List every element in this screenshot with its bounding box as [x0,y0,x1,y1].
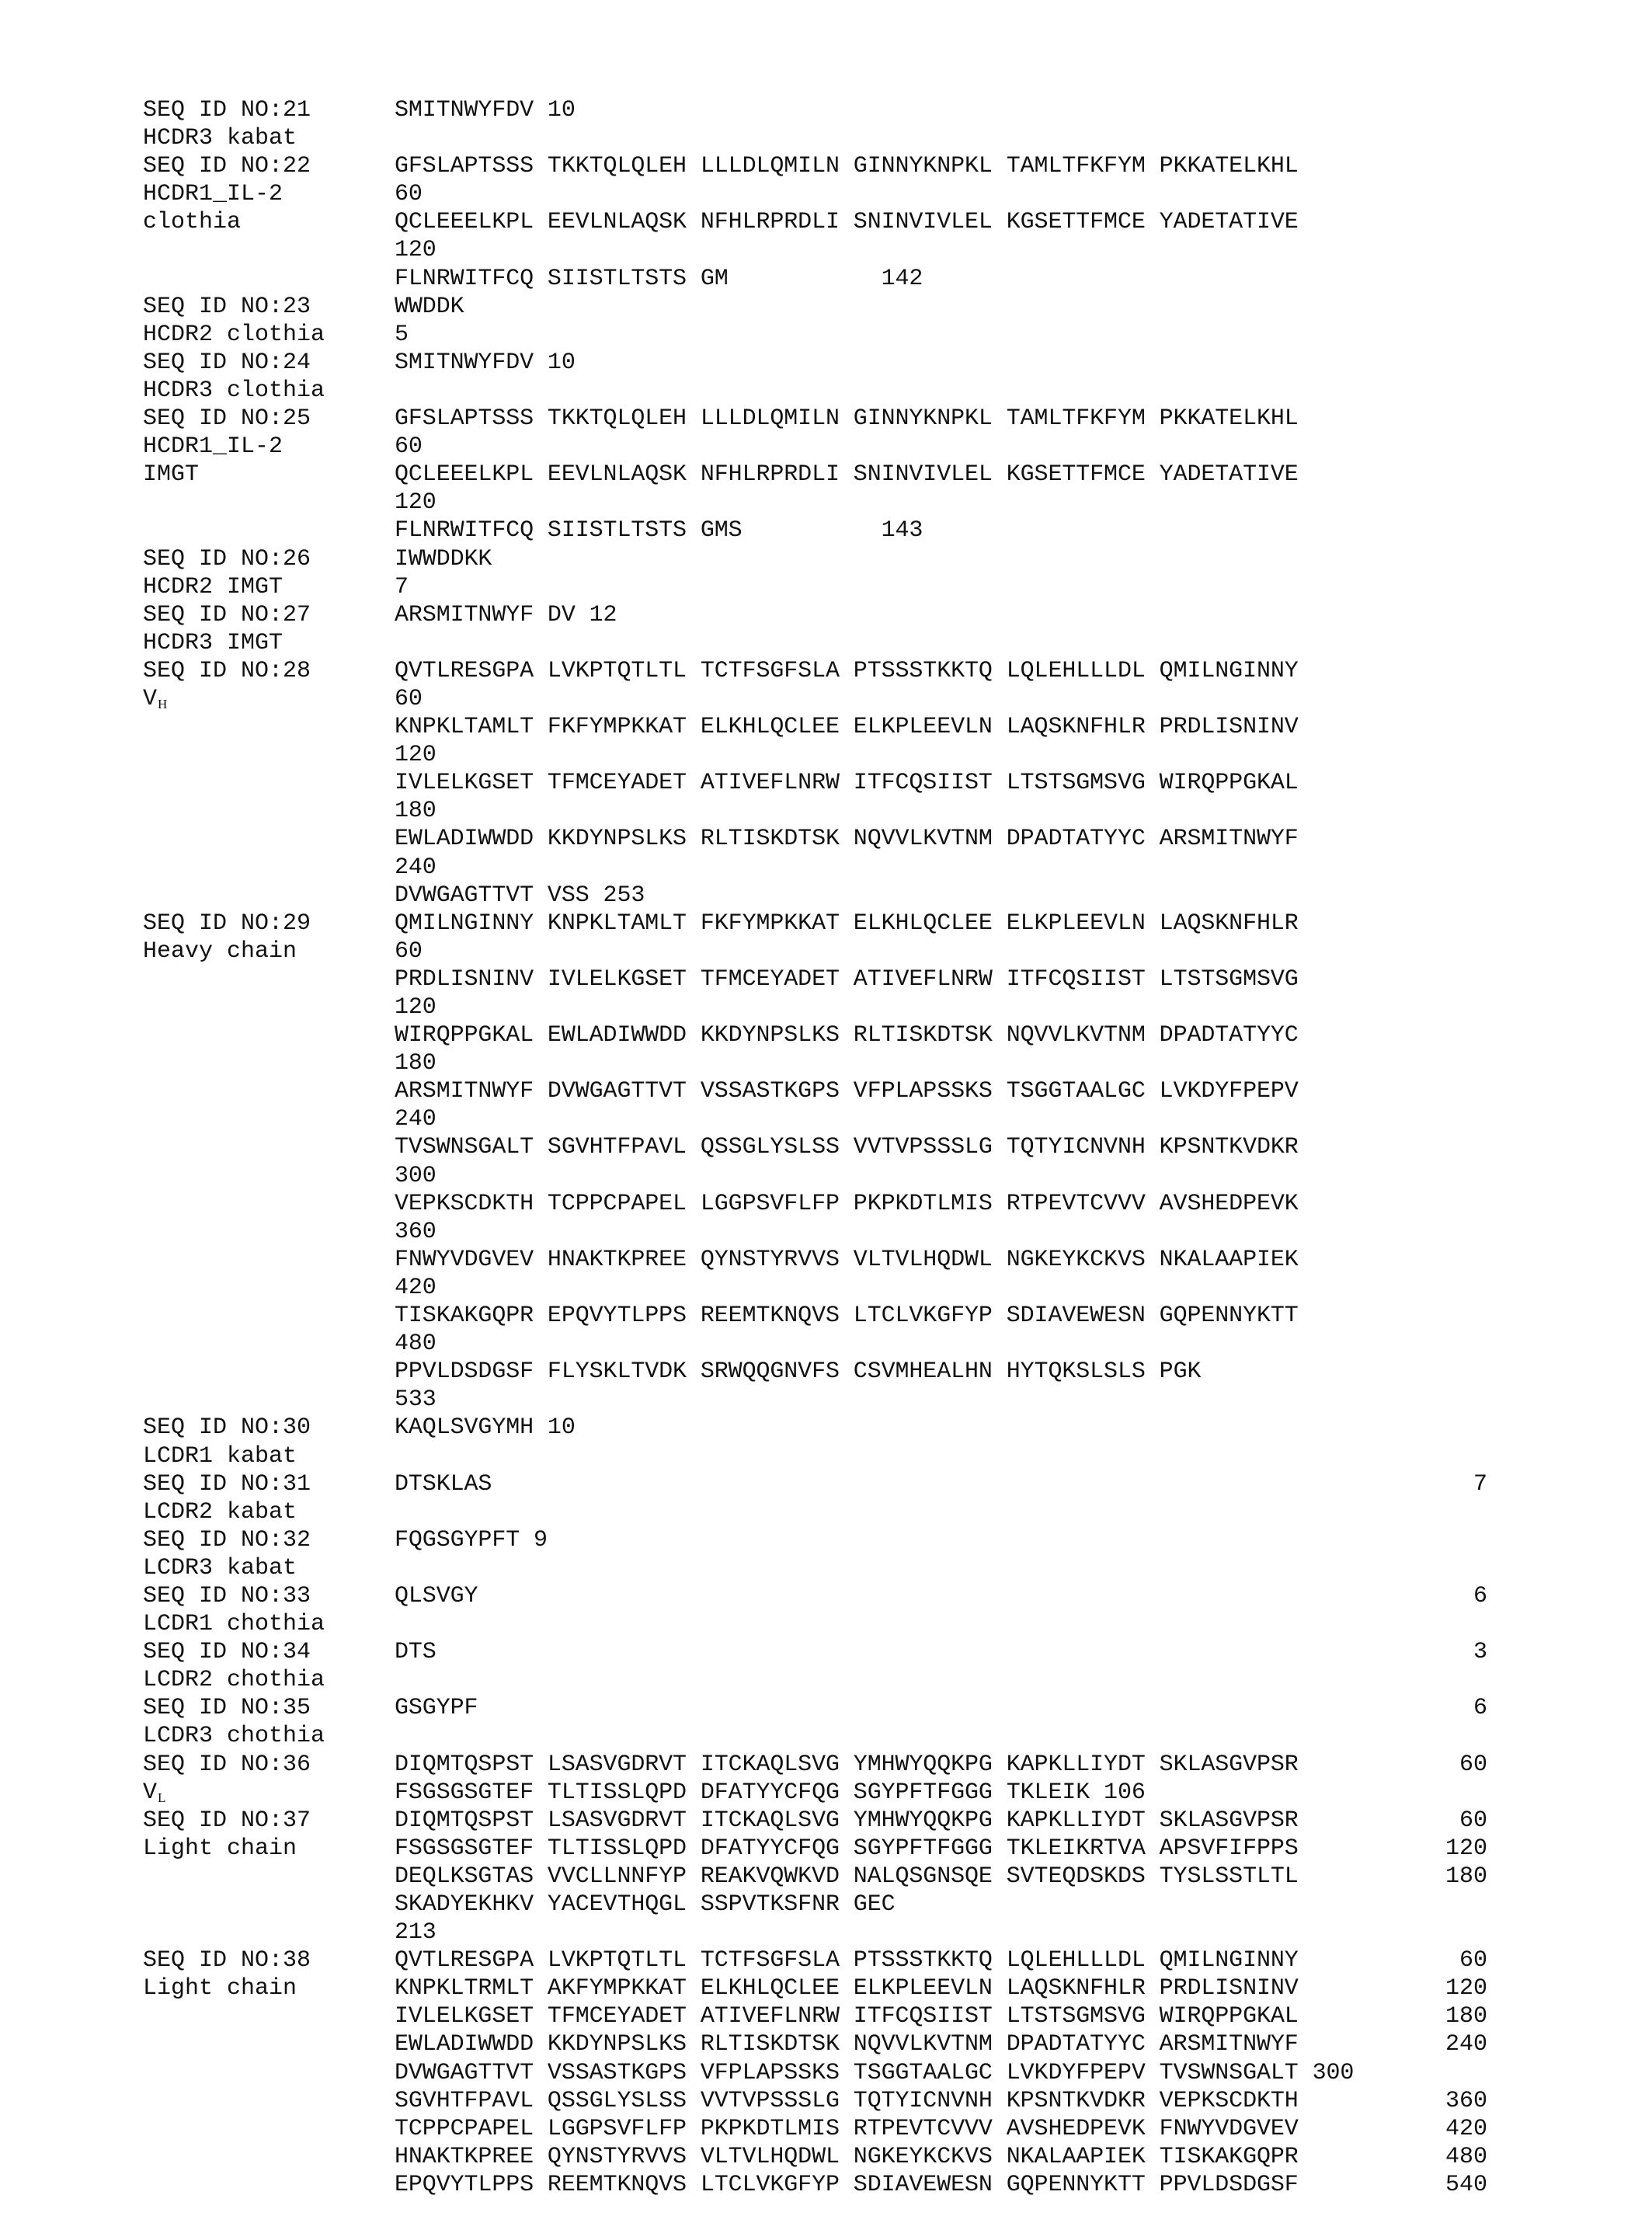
sequence-line [0,1694,1652,1722]
seq-id-label: SEQ ID NO:28 [143,657,311,684]
sequence-line [0,517,1652,544]
sequence-text: 360 [395,1218,436,1245]
sequence-line [0,1021,1652,1049]
sequence-line [0,1722,1652,1750]
sequence-line [0,1863,1652,1891]
sequence-line [0,1526,1652,1554]
sequence-line [0,2002,1652,2030]
residue-count: 60 [1459,1947,1487,1974]
sequence-text: KNPKLTAMLT FKFYMPKKAT ELKHLQCLEE ELKPLEEVLN LAQSKNFHLR PRDLISNINV [395,714,1299,741]
sequence-entry [0,349,1652,405]
sequence-line [0,2171,1652,2199]
sequence-line [0,2087,1652,2115]
seq-description-label: LCDR1 chothia [143,1611,325,1638]
sequence-line [0,657,1652,685]
residue-count: 420 [1445,2115,1487,2142]
sequence-line [0,1974,1652,2002]
sequence-line [0,1133,1652,1161]
sequence-entry [0,1694,1652,1750]
sequence-line [0,1610,1652,1638]
sequence-text: 120 [395,994,436,1021]
sequence-text: 240 [395,1106,436,1133]
seq-id-label: SEQ ID NO:23 [143,293,311,320]
sequence-entry [0,1638,1652,1694]
sequence-entry [0,1414,1652,1470]
sequence-line [0,993,1652,1021]
seq-description-label: HCDR3 IMGT [143,629,283,656]
sequence-text: GSGYPF [395,1695,478,1722]
sequence-line [0,1751,1652,1779]
sequence-line [0,825,1652,853]
sequence-line [0,938,1652,965]
sequence-text: WIRQPPGKAL EWLADIWWDD KKDYNPSLKS RLTISKDTSK NQVVLKVTNM DPADTATYYC [395,1022,1299,1049]
sequence-line [0,1946,1652,1974]
seq-description-label: HCDR1_IL-2 [143,433,283,461]
residue-count: 7 [1473,1470,1487,1498]
sequence-line [0,1302,1652,1330]
seq-id-label: SEQ ID NO:30 [143,1414,311,1442]
sequence-line [0,265,1652,293]
residue-count: 360 [1445,2087,1487,2114]
sequence-line [0,1666,1652,1694]
sequence-entry [0,601,1652,657]
sequence-line [0,321,1652,349]
residue-count: 6 [1473,1695,1487,1722]
sequence-line [0,2030,1652,2058]
sequence-text: WWDDK [395,293,464,320]
sequence-listing [0,96,1652,2199]
seq-id-label: SEQ ID NO:27 [143,601,311,628]
seq-description-label: LCDR3 kabat [143,1554,297,1581]
sequence-entry [0,152,1652,292]
sequence-line [0,741,1652,769]
sequence-text: 240 [395,854,436,881]
sequence-text: PRDLISNINV IVLELKGSET TFMCEYADET ATIVEFLNRW ITFCQSIIST LTSTSGMSVG [395,965,1299,993]
seq-description-label: HCDR1_IL-2 [143,181,283,208]
sequence-text: GFSLAPTSSS TKKTQLQLEH LLLDLQMILN GINNYKNPKL TAMLTFKFYM PKKATELKHL [395,153,1299,180]
sequence-text: SMITNWYFDV 10 [395,97,576,124]
sequence-line [0,2115,1652,2143]
sequence-line [0,1807,1652,1835]
sequence-text: 120 [395,742,436,769]
sequence-line [0,405,1652,433]
sequence-line [0,545,1652,573]
sequence-text: DTSKLAS [395,1470,492,1498]
sequence-entry [0,1470,1652,1526]
sequence-line [0,910,1652,938]
sequence-line [0,1554,1652,1582]
sequence-text: HNAKTKPREE QYNSTYRVVS VLTVLHQDWL NGKEYKCKVS NKALAAPIEK TISKAKGQPR [395,2143,1299,2170]
sequence-line [0,96,1652,124]
sequence-line [0,1358,1652,1386]
sequence-text: DTS [395,1639,436,1666]
residue-count: 6 [1473,1582,1487,1609]
sequence-entry [0,405,1652,544]
seq-description-label: HCDR2 clothia [143,321,325,348]
seq-id-label: SEQ ID NO:31 [143,1470,311,1498]
sequence-text: IVLELKGSET TFMCEYADET ATIVEFLNRW ITFCQSIIST LTSTSGMSVG WIRQPPGKAL [395,2003,1299,2030]
sequence-text: TVSWNSGALT SGVHTFPAVL QSSGLYSLSS VVTVPSSSLG TQTYICNVNH KPSNTKVDKR [395,1134,1299,1161]
sequence-text: FSGSGSGTEF TLTISSLQPD DFATYYCFQG SGYPFTFGGG TKLEIKRTVA APSVFIFPPS [395,1835,1299,1862]
sequence-line [0,1498,1652,1526]
sequence-text: TISKAKGQPR EPQVYTLPPS REEMTKNQVS LTCLVKGFYP SDIAVEWESN GQPENNYKTT [395,1303,1299,1330]
sequence-line [0,433,1652,461]
seq-id-label: SEQ ID NO:24 [143,349,311,376]
seq-id-label: SEQ ID NO:35 [143,1695,311,1722]
sequence-text: QLSVGY [395,1582,478,1609]
sequence-line [0,1190,1652,1218]
sequence-text: DIQMTQSPST LSASVGDRVT ITCKAQLSVG YMHWYQQKPG KAPKLLIYDT SKLASGVPSR [395,1751,1299,1778]
label-subscript: H [158,696,168,711]
sequence-text: IWWDDKK [395,545,492,572]
sequence-text: 180 [395,1050,436,1077]
sequence-text: 7 [395,573,409,600]
sequence-text: SGVHTFPAVL QSSGLYSLSS VVTVPSSSLG TQTYICNVNH KPSNTKVDKR VEPKSCDKTH [395,2087,1299,2114]
label-base: V [143,1779,158,1806]
sequence-text: FLNRWITFCQ SIISTLTSTS GM 142 [395,265,923,292]
sequence-line [0,293,1652,321]
sequence-entry [0,1946,1652,2199]
sequence-line [0,2143,1652,2171]
sequence-text: KAQLSVGYMH 10 [395,1414,576,1442]
sequence-text: QVTLRESGPA LVKPTQTLTL TCTFSGFSLA PTSSSTKKTQ LQLEHLLLDL QMILNGINNY [395,1947,1299,1974]
seq-description-label: Light chain [143,1835,297,1862]
sequence-text: IVLELKGSET TFMCEYADET ATIVEFLNRW ITFCQSIIST LTSTSGMSVG WIRQPPGKAL [395,770,1299,797]
sequence-text: GFSLAPTSSS TKKTQLQLEH LLLDLQMILN GINNYKNPKL TAMLTFKFYM PKKATELKHL [395,405,1299,433]
seq-id-label: SEQ ID NO:25 [143,405,311,433]
seq-id-label: SEQ ID NO:29 [143,910,311,937]
sequence-line [0,1246,1652,1274]
seq-description-label: LCDR2 kabat [143,1498,297,1525]
sequence-text: VEPKSCDKTH TCPPCPAPEL LGGPSVFLFP PKPKDTLMIS RTPEVTCVVV AVSHEDPEVK [395,1190,1299,1217]
sequence-entry [0,545,1652,601]
residue-count: 60 [1459,1807,1487,1834]
seq-id-label: SEQ ID NO:38 [143,1947,311,1974]
residue-count: 120 [1445,1975,1487,2002]
sequence-line [0,1386,1652,1414]
sequence-entry [0,1526,1652,1582]
label-subscript: L [158,1790,166,1805]
sequence-line [0,1077,1652,1105]
seq-description-label: Heavy chain [143,938,297,965]
seq-id-label: SEQ ID NO:32 [143,1526,311,1553]
sequence-text: QMILNGINNY KNPKLTAMLT FKFYMPKKAT ELKHLQCLEE ELKPLEEVLN LAQSKNFHLR [395,910,1299,937]
seq-description-label: IMGT [143,461,200,489]
seq-description-label: HCDR3 kabat [143,125,297,152]
seq-description-label: LCDR3 chothia [143,1723,325,1750]
sequence-line [0,489,1652,517]
sequence-text: SMITNWYFDV 10 [395,349,576,376]
sequence-text: ARSMITNWYF DV 12 [395,601,617,628]
sequence-line [0,965,1652,993]
seq-id-label: SEQ ID NO:33 [143,1582,311,1609]
sequence-line [0,1274,1652,1302]
residue-count: 180 [1445,1863,1487,1890]
sequence-text: PPVLDSDGSF FLYSKLTVDK SRWQQGNVFS CSVMHEALHN HYTQKSLSLS PGK [395,1358,1202,1386]
residue-count: 180 [1445,2003,1487,2030]
sequence-line [0,377,1652,405]
sequence-text: 420 [395,1274,436,1301]
sequence-line [0,854,1652,882]
seq-description-label: LCDR1 kabat [143,1442,297,1470]
sequence-text: 60 [395,433,423,461]
sequence-text: FSGSGSGTEF TLTISSLQPD DFATYYCFQG SGYPFTFGGG TKLEIK 106 [395,1779,1146,1806]
seq-description-label: HCDR2 IMGT [143,573,283,600]
sequence-text: TCPPCPAPEL LGGPSVFLFP PKPKDTLMIS RTPEVTCVVV AVSHEDPEVK FNWYVDGVEV [395,2115,1299,2142]
residue-count: 120 [1445,1835,1487,1862]
sequence-line [0,685,1652,713]
sequence-text: 213 [395,1919,436,1946]
sequence-text: 60 [395,181,423,208]
sequence-line [0,769,1652,797]
sequence-line [0,1162,1652,1190]
label-base: V [143,685,158,712]
sequence-line [0,180,1652,208]
sequence-line [0,349,1652,377]
sequence-text: ARSMITNWYF DVWGAGTTVT VSSASTKGPS VFPLAPSSKS TSGGTAALGC LVKDYFPEPV [395,1078,1299,1105]
sequence-line [0,461,1652,489]
sequence-line [0,1919,1652,1946]
sequence-text: 480 [395,1331,436,1358]
sequence-line [0,1891,1652,1919]
seq-description-label: Light chain [143,1975,297,2002]
sequence-text: EWLADIWWDD KKDYNPSLKS RLTISKDTSK NQVVLKVTNM DPADTATYYC ARSMITNWYF [395,2031,1299,2058]
sequence-line [0,713,1652,741]
sequence-text: QCLEEELKPL EEVLNLAQSK NFHLRPRDLI SNINVIVLEL KGSETTFMCE YADETATIVE [395,209,1299,236]
sequence-line [0,1582,1652,1610]
sequence-text: FNWYVDGVEV HNAKTKPREE QYNSTYRVVS VLTVLHQDWL NGKEYKCKVS NKALAAPIEK [395,1246,1299,1273]
sequence-text: 60 [395,938,423,965]
seq-description-label: HCDR3 clothia [143,377,325,404]
sequence-line [0,1779,1652,1807]
residue-count: 60 [1459,1751,1487,1778]
sequence-line [0,1218,1652,1246]
sequence-line [0,152,1652,180]
sequence-text: 5 [395,321,409,348]
sequence-text: EWLADIWWDD KKDYNPSLKS RLTISKDTSK NQVVLKVTNM DPADTATYYC ARSMITNWYF [395,826,1299,853]
sequence-text: SKADYEKHKV YACEVTHQGL SSPVTKSFNR GEC [395,1891,896,1918]
sequence-text: 60 [395,685,423,712]
sequence-line [0,124,1652,152]
sequence-line [0,236,1652,264]
sequence-line [0,1330,1652,1358]
sequence-text: DEQLKSGTAS VVCLLNNFYP REAKVQWKVD NALQSGNSQE SVTEQDSKDS TYSLSSTLTL [395,1863,1299,1890]
seq-id-label: SEQ ID NO:22 [143,153,311,180]
residue-count: 240 [1445,2031,1487,2058]
sequence-text: 180 [395,798,436,825]
sequence-line [0,1470,1652,1498]
sequence-text: DVWGAGTTVT VSSASTKGPS VFPLAPSSKS TSGGTAALGC LVKDYFPEPV TVSWNSGALT 300 [395,2059,1355,2086]
seq-id-label: SEQ ID NO:26 [143,545,311,572]
sequence-text: 120 [395,237,436,264]
residue-count: 3 [1473,1639,1487,1666]
sequence-line [0,1835,1652,1863]
sequence-text: FLNRWITFCQ SIISTLTSTS GMS 143 [395,517,923,544]
sequence-text: 533 [395,1386,436,1414]
seq-id-label: SEQ ID NO:34 [143,1639,311,1666]
seq-id-label: SEQ ID NO:36 [143,1751,311,1778]
seq-description-label: clothia [143,209,242,236]
sequence-line [0,1049,1652,1077]
sequence-line [0,601,1652,629]
sequence-text: 300 [395,1162,436,1189]
sequence-line [0,1638,1652,1666]
sequence-entry [0,1582,1652,1638]
sequence-line [0,2059,1652,2087]
sequence-line [0,882,1652,910]
sequence-text: QVTLRESGPA LVKPTQTLTL TCTFSGFSLA PTSSSTKKTQ LQLEHLLLDL QMILNGINNY [395,657,1299,684]
seq-description-label: LCDR2 chothia [143,1667,325,1694]
sequence-line [0,208,1652,236]
residue-count: 480 [1445,2143,1487,2170]
residue-count: 540 [1445,2171,1487,2198]
sequence-text: QCLEEELKPL EEVLNLAQSK NFHLRPRDLI SNINVIVLEL KGSETTFMCE YADETATIVE [395,461,1299,489]
sequence-line [0,629,1652,657]
sequence-text: 120 [395,489,436,517]
seq-id-label: SEQ ID NO:37 [143,1807,311,1834]
sequence-text: EPQVYTLPPS REEMTKNQVS LTCLVKGFYP SDIAVEWESN GQPENNYKTT PPVLDSDGSF [395,2171,1299,2198]
sequence-entry [0,910,1652,1414]
sequence-entry [0,657,1652,910]
sequence-line [0,1442,1652,1470]
sequence-line [0,573,1652,601]
sequence-entry [0,96,1652,152]
sequence-entry [0,293,1652,349]
sequence-line [0,1105,1652,1133]
sequence-entry [0,1751,1652,1807]
sequence-text: DVWGAGTTVT VSS 253 [395,882,645,909]
sequence-line [0,797,1652,825]
sequence-entry [0,1807,1652,1946]
seq-id-label: SEQ ID NO:21 [143,97,311,124]
sequence-line [0,1414,1652,1442]
sequence-text: KNPKLTRMLT AKFYMPKKAT ELKHLQCLEE ELKPLEEVLN LAQSKNFHLR PRDLISNINV [395,1975,1299,2002]
sequence-text: DIQMTQSPST LSASVGDRVT ITCKAQLSVG YMHWYQQKPG KAPKLLIYDT SKLASGVPSR [395,1807,1299,1834]
sequence-text: FQGSGYPFT 9 [395,1526,548,1553]
